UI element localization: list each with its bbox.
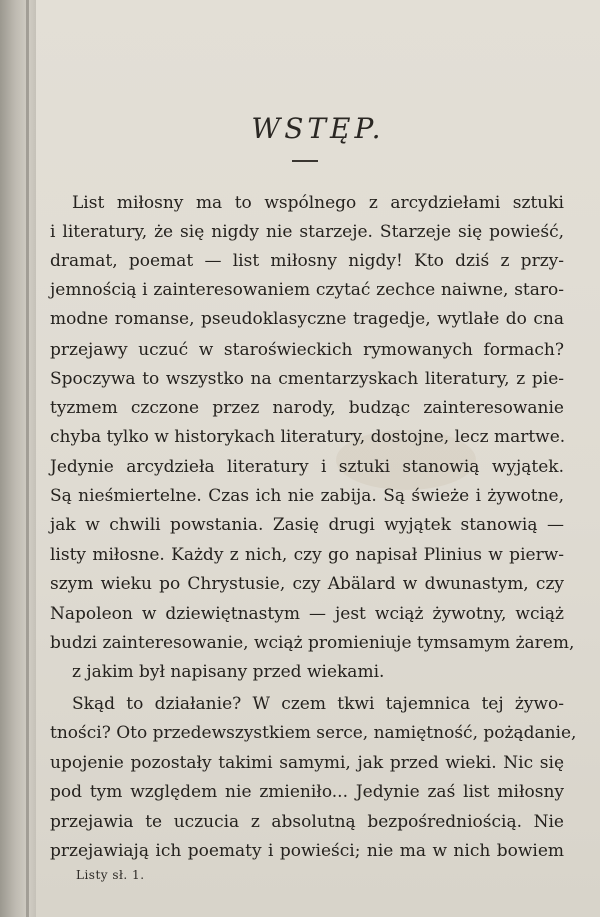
text-line: Spoczywa to wszystko na cmentarzyskach literatury, z pie- bbox=[50, 369, 564, 389]
text-line: upojenie pozostały takimi samymi, jak przed wieki. Nic się bbox=[50, 753, 564, 773]
text-line: listy miłosne. Każdy z nich, czy go napisał Plinius w pierw- bbox=[50, 545, 564, 565]
book-page bbox=[36, 0, 600, 917]
book-binding bbox=[0, 0, 38, 917]
text-line: szym wieku po Chrystusie, czy Abälard w dwunastym, czy bbox=[50, 574, 564, 594]
text-line: z jakim był napisany przed wiekami. bbox=[72, 662, 385, 682]
text-line: modne romanse, pseudoklasyczne tragedje, wytlałe do cna bbox=[50, 309, 564, 329]
text-line: i literatury, że się nigdy nie starzeje. Starzeje się powieść, bbox=[50, 222, 564, 242]
text-line: tności? Oto przedewszystkiem serce, namiętność, pożądanie, bbox=[50, 723, 577, 743]
text-line: Są nieśmiertelne. Czas ich nie zabija. Są świeże i żywotne, bbox=[50, 486, 564, 506]
text-line: tyzmem czczone przez narody, budząc zainteresowanie bbox=[50, 398, 564, 418]
page-edge bbox=[26, 0, 29, 917]
page-title: WSTĘP. bbox=[251, 112, 385, 145]
text-line: przejawia te uczucia z absolutną bezpośredniością. Nie bbox=[50, 812, 564, 832]
text-line: List miłosny ma to wspólnego z arcydziełami sztuki bbox=[72, 193, 564, 213]
text-line: jemnością i zainteresowaniem czytać zechce naiwne, staro- bbox=[50, 280, 564, 300]
text-line: Napoleon w dziewiętnastym — jest wciąż żywotny, wciąż bbox=[50, 604, 564, 624]
text-line: jak w chwili powstania. Zasię drugi wyjątek stanowią — bbox=[50, 515, 564, 535]
text-line: Skąd to działanie? W czem tkwi tajemnica tej żywo- bbox=[72, 694, 564, 714]
text-line: budzi zainteresowanie, wciąż promieniuje tymsamym żarem, bbox=[50, 633, 575, 653]
text-line: przejawy uczuć w staroświeckich rymowanych formach? bbox=[50, 340, 564, 360]
title-rule bbox=[292, 160, 318, 162]
text-line: przejawiają ich poematy i powieści; nie ma w nich bowiem bbox=[50, 841, 564, 861]
text-line: chyba tylko w historykach literatury, dostojne, lecz martwe. bbox=[50, 427, 566, 447]
signature-mark: Listy sł. 1. bbox=[76, 868, 145, 882]
text-line: Jedynie arcydzieła literatury i sztuki stanowią wyjątek. bbox=[50, 457, 564, 477]
text-line: pod tym względem nie zmieniło... Jedynie zaś list miłosny bbox=[50, 782, 564, 802]
text-line: dramat, poemat — list miłosny nigdy! Kto dziś z przy- bbox=[50, 251, 564, 271]
